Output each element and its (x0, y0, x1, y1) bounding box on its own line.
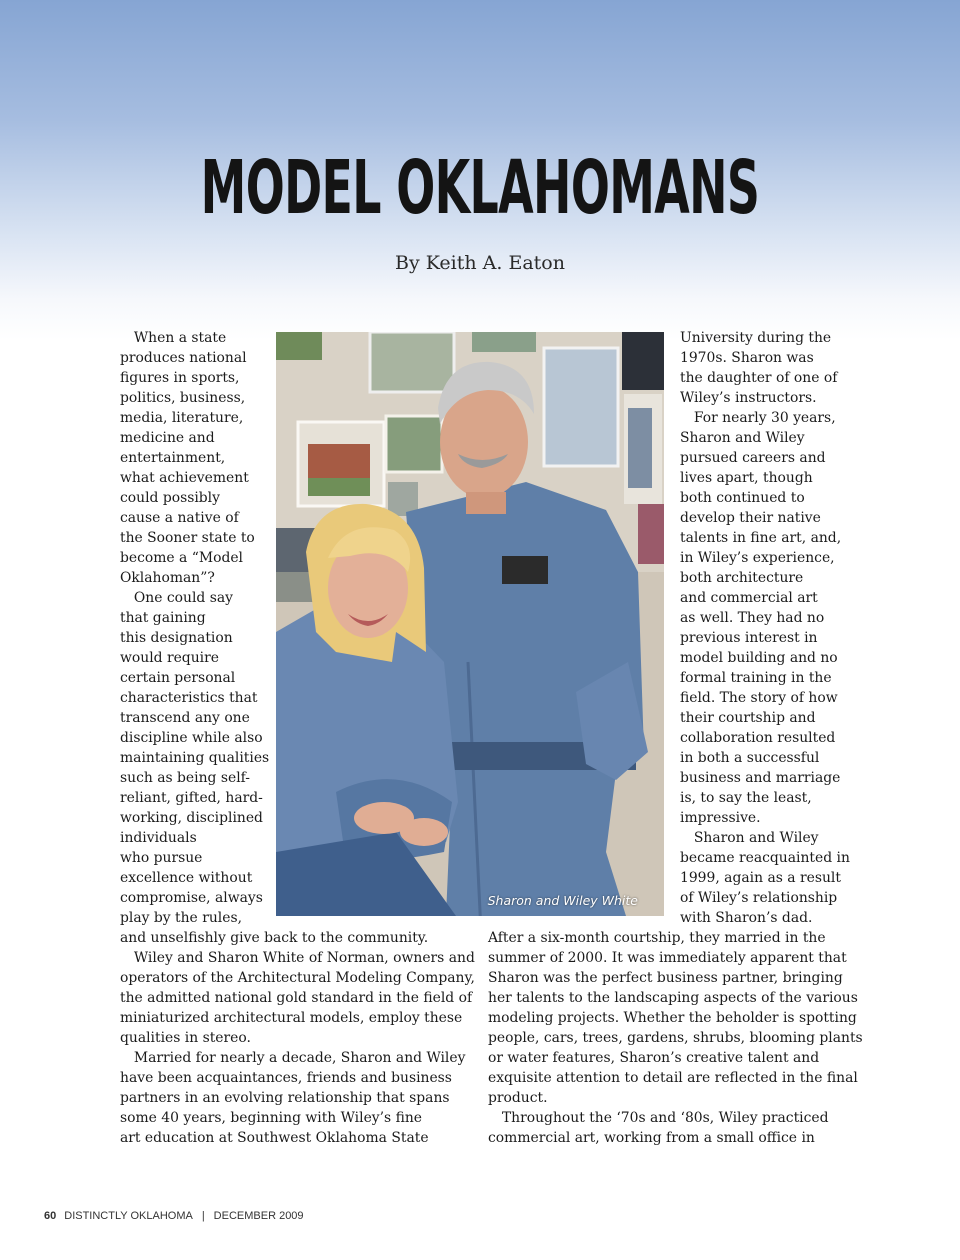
text-line: Sharon and Wiley (680, 830, 819, 846)
footer-separator: | (201, 1210, 205, 1222)
text-line: compromise, always (120, 890, 263, 906)
left-column-bottom-text (120, 928, 475, 1148)
text-line: lives apart, though (680, 470, 813, 486)
text-line: certain personal (120, 670, 236, 686)
text-line: business and marriage (680, 770, 841, 786)
text-line: is, to say the least, (680, 790, 812, 806)
issue-date: DECEMBER 2009 (213, 1210, 304, 1222)
text-line: characteristics that (120, 690, 258, 706)
text-line: such as being self- (120, 770, 250, 786)
text-line: One could say (120, 590, 233, 606)
text-line: qualities in stereo. (120, 1030, 251, 1046)
text-line: formal training in the (680, 670, 832, 686)
text-line: that gaining (120, 610, 206, 626)
text-line: product. (488, 1090, 548, 1106)
text-line: discipline while also (120, 730, 263, 746)
text-line: talents in fine art, and, (680, 530, 842, 546)
photo-caption: Sharon and Wiley White (487, 893, 638, 908)
text-line: transcend any one (120, 710, 250, 726)
text-line: Sharon and Wiley (680, 430, 805, 446)
article-byline: By Keith A. Eaton (395, 252, 565, 274)
text-line: with Sharon’s dad. (680, 910, 813, 926)
text-line: excellence without (120, 870, 253, 886)
text-line: both continued to (680, 490, 805, 506)
text-line: Sharon was the perfect business partner, bringing (488, 970, 843, 986)
text-line: Throughout the ‘70s and ‘80s, Wiley practiced (488, 1110, 829, 1126)
text-line: Oklahoman”? (120, 570, 215, 586)
text-line: medicine and (120, 430, 215, 446)
text-line: When a state (120, 330, 227, 346)
text-line: both architecture (680, 570, 804, 586)
text-line: field. The story of how (680, 690, 838, 706)
text-line: figures in sports, (120, 370, 240, 386)
text-line: reliant, gifted, hard- (120, 790, 263, 806)
text-line: cause a native of (120, 510, 239, 526)
text-line: and commercial art (680, 590, 818, 606)
text-line: commercial art, working from a small office in (488, 1130, 815, 1146)
text-line: exquisite attention to detail are reflected in the final (488, 1070, 858, 1086)
page-number: 60 (44, 1210, 57, 1222)
text-line: For nearly 30 years, (680, 410, 836, 426)
text-line: become a “Model (120, 550, 244, 566)
text-line: the daughter of one of (680, 370, 838, 386)
publication-name: DISTINCTLY OKLAHOMA (64, 1210, 193, 1222)
text-line: and unselfishly give back to the community. (120, 930, 429, 946)
text-line: Wiley and Sharon White of Norman, owners and (120, 950, 475, 966)
text-line: the admitted national gold standard in the field of (120, 990, 473, 1006)
text-line: or water features, Sharon’s creative talent and (488, 1050, 820, 1066)
text-line: partners in an evolving relationship that spans (120, 1090, 450, 1106)
text-line: maintaining qualities (120, 750, 270, 766)
text-line: modeling projects. Whether the beholder is spotting (488, 1010, 857, 1026)
text-line: 1970s. Sharon was (680, 350, 814, 366)
text-line: Married for nearly a decade, Sharon and Wiley (120, 1050, 466, 1066)
text-line: individuals (120, 830, 197, 846)
text-line: Wiley’s instructors. (680, 390, 817, 406)
text-line: pursued careers and (680, 450, 826, 466)
text-line: became reacquainted in (680, 850, 850, 866)
text-line: media, literature, (120, 410, 244, 426)
text-line: of Wiley’s relationship (680, 890, 838, 906)
portrait-photo (276, 332, 664, 916)
text-line: their courtship and (680, 710, 816, 726)
text-line: develop their native (680, 510, 821, 526)
text-line: would require (120, 650, 219, 666)
portrait-photo-illustration (276, 332, 664, 916)
text-line: as well. They had no (680, 610, 825, 626)
text-line: have been acquaintances, friends and business (120, 1070, 452, 1086)
text-line: in Wiley’s experience, (680, 550, 835, 566)
text-line: art education at Southwest Oklahoma State (120, 1130, 429, 1146)
text-line: play by the rules, (120, 910, 242, 926)
right-column-bottom-text (488, 928, 863, 1148)
text-line: people, cars, trees, gardens, shrubs, blooming plants (488, 1030, 863, 1046)
text-line: 1999, again as a result (680, 870, 841, 886)
text-line: this designation (120, 630, 233, 646)
text-line: some 40 years, beginning with Wiley’s fine (120, 1110, 423, 1126)
text-line: miniaturized architectural models, employ these (120, 1010, 463, 1026)
text-line: University during the (680, 330, 832, 346)
right-column-text (680, 328, 850, 928)
text-line: her talents to the landscaping aspects of the various (488, 990, 858, 1006)
text-line: operators of the Architectural Modeling Company, (120, 970, 475, 986)
left-column-text (120, 328, 269, 928)
text-line: who pursue (120, 850, 203, 866)
text-line: could possibly (120, 490, 220, 506)
text-line: impressive. (680, 810, 761, 826)
text-line: working, disciplined (120, 810, 263, 826)
page-footer (44, 1210, 304, 1222)
text-line: previous interest in (680, 630, 818, 646)
text-line: produces national (120, 350, 247, 366)
text-line: collaboration resulted (680, 730, 836, 746)
article-title: MODEL OKLAHOMANS (200, 145, 760, 231)
text-line: After a six-month courtship, they married in the (488, 930, 826, 946)
text-line: politics, business, (120, 390, 246, 406)
text-line: summer of 2000. It was immediately apparent that (488, 950, 847, 966)
text-line: what achievement (120, 470, 249, 486)
text-line: the Sooner state to (120, 530, 255, 546)
text-line: entertainment, (120, 450, 226, 466)
text-line: model building and no (680, 650, 838, 666)
text-line: in both a successful (680, 750, 820, 766)
